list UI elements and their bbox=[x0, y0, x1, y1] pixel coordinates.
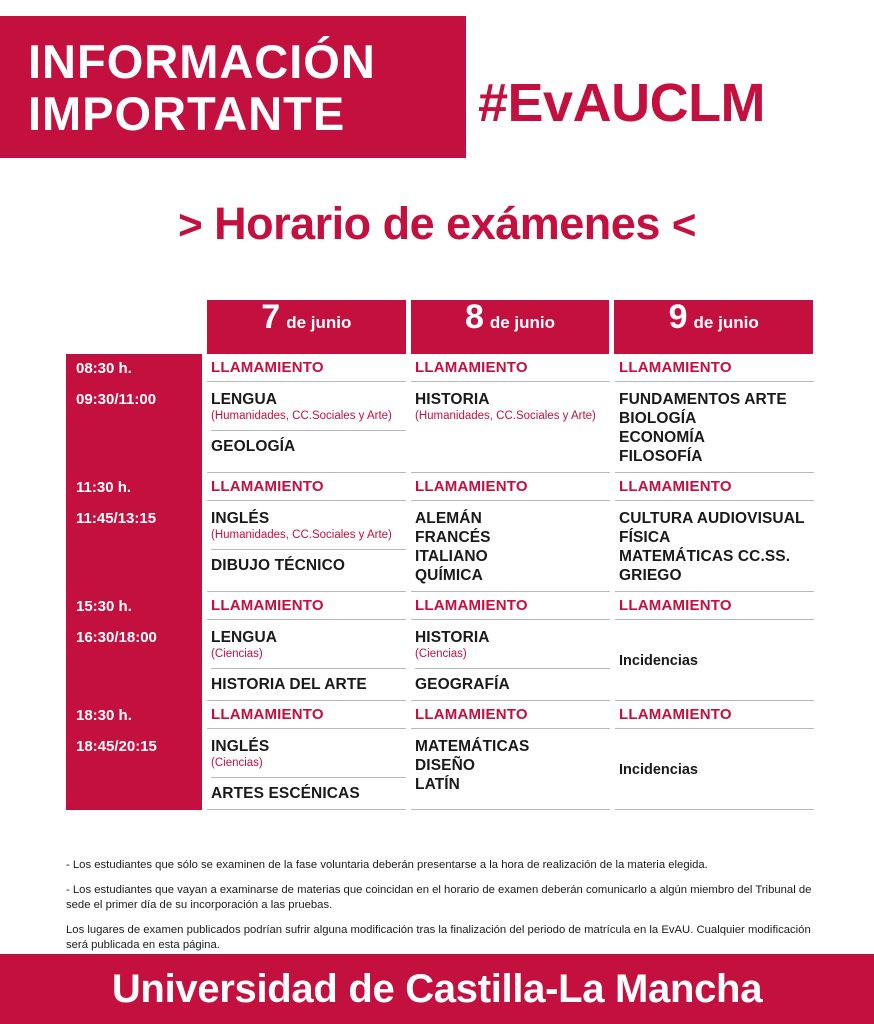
subject-columns bbox=[207, 382, 819, 473]
hashtag-evauclm: #EvAUCLM bbox=[478, 73, 766, 133]
day-month: de junio bbox=[489, 313, 556, 332]
subject-cell-day3 bbox=[615, 620, 814, 701]
subject-name: CULTURA AUDIOVISUAL bbox=[619, 510, 805, 527]
subject-list bbox=[619, 509, 814, 585]
call-cell-day1 bbox=[207, 701, 406, 729]
call-row bbox=[66, 592, 818, 620]
call-label: LLAMAMIENTO bbox=[211, 706, 324, 723]
title-text: Horario de exámenes bbox=[214, 198, 660, 249]
call-columns bbox=[207, 354, 819, 382]
call-label: LLAMAMIENTO bbox=[415, 597, 528, 614]
call-cell-day1 bbox=[207, 592, 406, 620]
subject-name: HISTORIA bbox=[415, 629, 490, 646]
call-label: LLAMAMIENTO bbox=[619, 359, 732, 376]
subject-row bbox=[66, 501, 818, 592]
subject-name: DIBUJO TÉCNICO bbox=[211, 557, 346, 574]
subject-list bbox=[415, 509, 610, 585]
call-cell-day2 bbox=[411, 701, 610, 729]
call-label: LLAMAMIENTO bbox=[415, 706, 528, 723]
title-left-chevron: > bbox=[178, 201, 203, 248]
footnote-1: - Los estudiantes que sólo se examinen de la fase voluntaria deberán presentarse a la hora de realización de la materia elegida. bbox=[66, 859, 708, 871]
slot-time: 16:30/18:00 bbox=[66, 620, 202, 701]
subject-cell-day3 bbox=[615, 501, 814, 592]
call-columns bbox=[207, 701, 819, 729]
subject-name: BIOLOGÍA bbox=[619, 410, 697, 427]
footer-university: Universidad de Castilla-La Mancha bbox=[0, 954, 874, 1024]
subject-name: GEOLOGÍA bbox=[211, 438, 296, 455]
day-header-7 bbox=[207, 300, 406, 354]
subject-note: (Humanidades, CC.Sociales y Arte) bbox=[211, 529, 392, 541]
subject-list bbox=[211, 509, 406, 575]
subject-cell-day3 bbox=[615, 729, 814, 810]
day-header-8 bbox=[411, 300, 610, 354]
call-time: 15:30 h. bbox=[66, 592, 202, 620]
subject-name: FÍSICA bbox=[619, 529, 671, 546]
subject-name: ALEMÁN bbox=[415, 510, 482, 527]
call-cell-day2 bbox=[411, 592, 610, 620]
day-number: 9 bbox=[668, 298, 688, 336]
call-columns bbox=[207, 592, 819, 620]
subject-name: ARTES ESCÉNICAS bbox=[211, 785, 360, 802]
title-right-chevron: < bbox=[671, 201, 696, 248]
subject-cell-day2 bbox=[411, 729, 610, 810]
subject-name: GRIEGO bbox=[619, 567, 682, 584]
subject-name: GEOGRAFÍA bbox=[415, 676, 510, 693]
subject-note: (Humanidades, CC.Sociales y Arte) bbox=[211, 410, 392, 422]
subject-list bbox=[415, 390, 610, 424]
subject-list bbox=[211, 737, 406, 803]
subject-name: FUNDAMENTOS ARTE bbox=[619, 391, 787, 408]
subject-name: ITALIANO bbox=[415, 548, 488, 565]
footnote-2: - Los estudiantes que vayan a examinarse de materias que coincidan en el horario de examen deberán comunicarlo a algún miembro del Tribunal de sede el primer día de su incorporación a las pruebas. bbox=[66, 883, 812, 911]
call-cell-day3 bbox=[615, 473, 814, 501]
divider bbox=[211, 777, 406, 778]
header-banner-text bbox=[28, 36, 376, 140]
subject-row bbox=[66, 382, 818, 473]
page-title bbox=[0, 198, 874, 250]
divider bbox=[211, 430, 406, 431]
divider bbox=[211, 668, 406, 669]
subject-name: QUÍMICA bbox=[415, 567, 483, 584]
subject-cell-day2 bbox=[411, 382, 610, 473]
subject-name: ECONOMÍA bbox=[619, 429, 706, 446]
subject-cell-day1 bbox=[207, 729, 406, 810]
day-number: 7 bbox=[261, 298, 281, 336]
subject-note: (Humanidades, CC.Sociales y Arte) bbox=[415, 410, 596, 422]
call-label: LLAMAMIENTO bbox=[619, 706, 732, 723]
subject-cell-day1 bbox=[207, 501, 406, 592]
footnotes bbox=[66, 858, 818, 963]
call-row bbox=[66, 473, 818, 501]
schedule-blocks bbox=[66, 354, 818, 810]
subject-name: HISTORIA bbox=[415, 391, 490, 408]
call-label: LLAMAMIENTO bbox=[211, 359, 324, 376]
call-row bbox=[66, 701, 818, 729]
subject-name: MATEMÁTICAS CC.SS. bbox=[619, 548, 791, 565]
day-header-9 bbox=[614, 300, 813, 354]
header-line-1: INFORMACIÓN bbox=[28, 35, 376, 88]
subject-cell-day3 bbox=[615, 382, 814, 473]
call-cell-day2 bbox=[411, 473, 610, 501]
subject-name: LENGUA bbox=[211, 629, 278, 646]
subject-list bbox=[619, 762, 698, 778]
call-row bbox=[66, 354, 818, 382]
subject-name: INGLÉS bbox=[211, 510, 270, 527]
subject-columns bbox=[207, 620, 819, 701]
subject-list bbox=[415, 737, 610, 794]
subject-row bbox=[66, 620, 818, 701]
divider bbox=[211, 549, 406, 550]
call-columns bbox=[207, 473, 819, 501]
day-header-row bbox=[207, 300, 818, 354]
day-number: 8 bbox=[464, 298, 484, 336]
header-line-2: IMPORTANTE bbox=[28, 87, 346, 140]
day-month: de junio bbox=[693, 313, 759, 332]
slot-time: 09:30/11:00 bbox=[66, 382, 202, 473]
call-label: LLAMAMIENTO bbox=[211, 597, 324, 614]
subject-name: Incidencias bbox=[619, 653, 698, 669]
call-time: 11:30 h. bbox=[66, 473, 202, 501]
subject-name: FRANCÉS bbox=[415, 529, 491, 546]
subject-cell-day2 bbox=[411, 501, 610, 592]
subject-note: (Ciencias) bbox=[415, 648, 467, 660]
subject-name: DISEÑO bbox=[415, 757, 476, 774]
subject-name: INGLÉS bbox=[211, 738, 270, 755]
subject-columns bbox=[207, 729, 819, 810]
subject-cell-day2 bbox=[411, 620, 610, 701]
call-label: LLAMAMIENTO bbox=[619, 478, 732, 495]
footnote-3: Los lugares de examen publicados podrían sufrir alguna modificación tras la finalización del periodo de matrícula en la EvAU. Cualquier modificación será publicada en esta página. bbox=[66, 923, 811, 951]
subject-columns bbox=[207, 501, 819, 592]
subject-name: MATEMÁTICAS bbox=[415, 738, 530, 755]
call-cell-day3 bbox=[615, 701, 814, 729]
subject-row bbox=[66, 729, 818, 810]
slot-time: 18:45/20:15 bbox=[66, 729, 202, 810]
subject-list bbox=[619, 390, 814, 466]
subject-cell-day1 bbox=[207, 620, 406, 701]
slot-time: 11:45/13:15 bbox=[66, 501, 202, 592]
day-month: de junio bbox=[286, 313, 352, 332]
call-label: LLAMAMIENTO bbox=[415, 478, 528, 495]
call-time: 18:30 h. bbox=[66, 701, 202, 729]
subject-list bbox=[211, 628, 406, 694]
subject-name: LATÍN bbox=[415, 776, 460, 793]
subject-note: (Ciencias) bbox=[211, 757, 263, 769]
call-label: LLAMAMIENTO bbox=[211, 478, 324, 495]
schedule-table bbox=[66, 300, 818, 810]
subject-list bbox=[211, 390, 406, 456]
call-label: LLAMAMIENTO bbox=[619, 597, 732, 614]
call-cell-day1 bbox=[207, 473, 406, 501]
subject-list bbox=[619, 653, 698, 669]
call-cell-day1 bbox=[207, 354, 406, 382]
subject-name: FILOSOFÍA bbox=[619, 448, 703, 465]
subject-name: Incidencias bbox=[619, 762, 698, 778]
subject-name: HISTORIA DEL ARTE bbox=[211, 676, 367, 693]
call-cell-day2 bbox=[411, 354, 610, 382]
subject-note: (Ciencias) bbox=[211, 648, 263, 660]
call-label: LLAMAMIENTO bbox=[415, 359, 528, 376]
divider bbox=[415, 668, 610, 669]
call-cell-day3 bbox=[615, 592, 814, 620]
header-banner bbox=[0, 16, 466, 158]
call-cell-day3 bbox=[615, 354, 814, 382]
subject-list bbox=[415, 628, 610, 694]
subject-name: LENGUA bbox=[211, 391, 278, 408]
call-time: 08:30 h. bbox=[66, 354, 202, 382]
subject-cell-day1 bbox=[207, 382, 406, 473]
